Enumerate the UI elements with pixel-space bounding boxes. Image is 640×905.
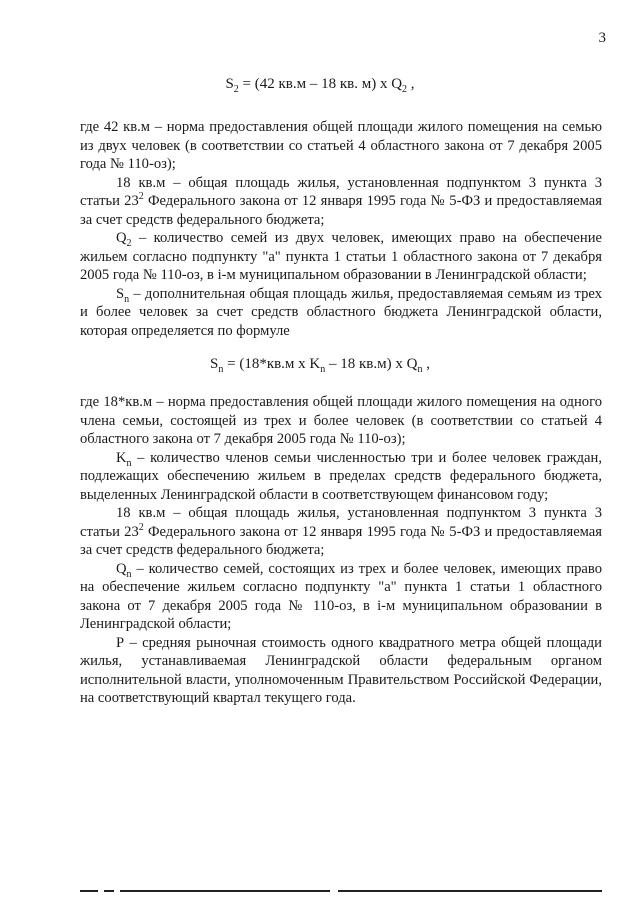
formula-s2-symbol: S: [225, 76, 234, 92]
paragraph-18-sqm-text-b: Федерального закона от 12 января 1995 года № 5-ФЗ и предоставляемая за счет средств федерального бюджета;: [80, 193, 602, 228]
footer-rule-segment: [80, 890, 98, 892]
paragraph-qn-subscript: n: [126, 568, 132, 580]
formula-s2: [0, 76, 640, 93]
text-block-1: [80, 118, 602, 340]
paragraph-p-price: Р – средняя рыночная стоимость одного квадратного метра общей площади жилья, устанавливаемая Ленинградской области федеральным органом исполнительной власти, уполномоченным Правительством Российской Федерации, на соответствующий квартал текущего года.: [80, 634, 602, 706]
paragraph-18-sqm-superscript: 2: [138, 191, 144, 203]
paragraph-kn-text: – количество членов семьи численностью три и более человек граждан, подлежащих обеспечению жильем в пределах средств федерального бюджета, выделенных Ленинградской области в соответствующем финансовом году;: [80, 449, 602, 503]
paragraph-kn: [80, 449, 602, 505]
footer-rule-segment: [338, 890, 602, 892]
paragraph-sn: [80, 285, 602, 341]
paragraph-q2-symbol: Q: [116, 230, 127, 246]
paragraph-18-sqm-text-a: 18 кв.м – общая площадь жилья, установленная подпунктом 3 пункта 3 статьи 23: [80, 174, 602, 209]
footer-rule-segment: [104, 890, 114, 892]
formula-s2-subscript: 2: [233, 84, 239, 95]
formula-sn-q-subscript: n: [417, 364, 423, 375]
formula-sn-body-2: – 18 кв.м) х Q: [325, 356, 418, 372]
footer-rule: [80, 890, 602, 894]
formula-sn-end: ,: [422, 356, 430, 372]
paragraph-kn-symbol: K: [116, 449, 127, 466]
paragraph-norm-18: где 18*кв.м – норма предоставления общей площади жилого помещения на одного члена семьи, состоящей из трех и более человек (в соответствии со статьей 4 областного закона от 7 декабря 2005 года № 110-оз);: [80, 394, 602, 447]
paragraph-18-sqm-2: [80, 504, 602, 560]
paragraph-18-sqm-2-text-b: Федерального закона от 12 января 1995 года № 5-ФЗ и предоставляемая за счет средств федерального бюджета;: [80, 523, 602, 558]
paragraph-q2-text: – количество семей из двух человек, имеющих право на обеспечение жильем согласно подпункту "а" пункта 1 статьи 1 областного закона от 7 декабря 2005 года № 110-оз, в i-м муниципальном образовании в Ленинградской области;: [80, 230, 602, 283]
paragraph-18-sqm: [80, 174, 602, 230]
page-number: 3: [598, 30, 606, 46]
paragraph-q2: [80, 229, 602, 285]
paragraph-norm-42: где 42 кв.м – норма предоставления общей площади жилого помещения на семью из двух человек (в соответствии со статьей 4 областного закона от 7 декабря 2005 года № 110-оз);: [80, 119, 602, 172]
formula-sn-body: = (18*кв.м х K: [223, 356, 321, 372]
paragraph-qn: [80, 560, 602, 634]
text-block-2: [80, 393, 602, 708]
formula-sn-subscript: n: [218, 364, 224, 375]
formula-sn-symbol: S: [210, 356, 219, 372]
paragraph-sn-symbol: S: [116, 285, 125, 302]
paragraph-sn-text: – дополнительная общая площадь жилья, предоставляемая семьям из трех и более человек за счет средств областного бюджета Ленинградской области, которая определяется по формуле: [80, 285, 602, 339]
formula-s2-body: = (42 кв.м – 18 кв. м) х Q: [238, 76, 403, 92]
formula-s2-q-subscript: 2: [402, 84, 408, 95]
paragraph-18-sqm-2-superscript: 2: [138, 521, 144, 533]
paragraph-18-sqm-2-text-a: 18 кв.м – общая площадь жилья, установленная подпунктом 3 пункта 3 статьи 23: [80, 505, 602, 540]
paragraph-qn-text: – количество семей, состоящих из трех и более человек, имеющих право на обеспечение жильем согласно подпункту "а" пункта 1 статьи 1 областного закона от 7 декабря 2005 года № 110-оз, в i-м муниципальном образовании в Ленинградской области;: [80, 560, 602, 632]
paragraph-q2-subscript: 2: [126, 237, 132, 249]
paragraph-sn-subscript: n: [124, 293, 130, 305]
formula-s2-end: ,: [407, 76, 415, 92]
paragraph-qn-symbol: Q: [116, 560, 127, 577]
paragraph-kn-subscript: n: [126, 457, 132, 469]
formula-sn-k-subscript: n: [320, 364, 326, 375]
footer-rule-segment: [120, 890, 330, 892]
formula-sn: [0, 356, 640, 373]
